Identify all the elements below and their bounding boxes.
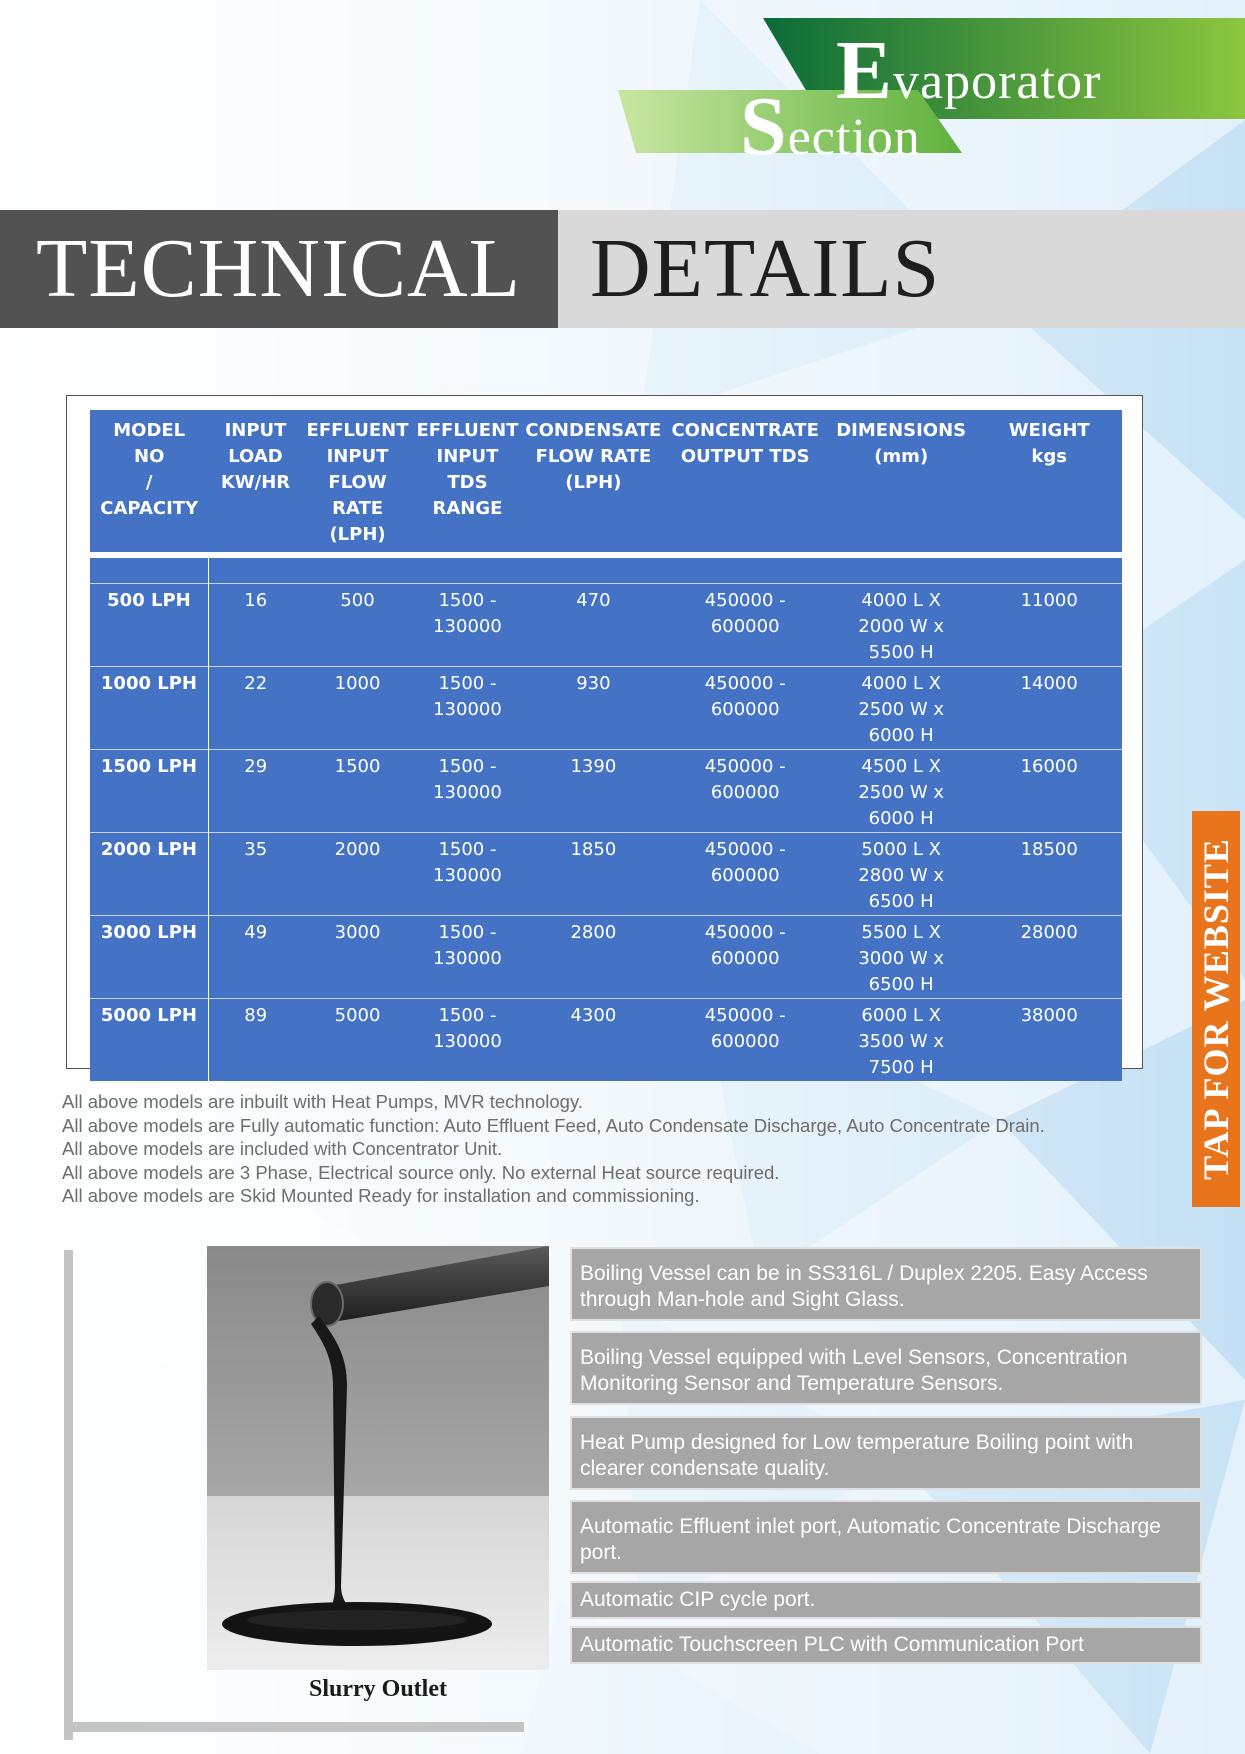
table-cell-weight: 18500 (976, 832, 1122, 915)
table-cell-line: 6500 H (868, 890, 934, 912)
table-cell-line: 600000 (710, 1030, 780, 1052)
column-header-line: KW/HR (220, 472, 291, 493)
column-header (826, 410, 976, 555)
feature-box: Automatic CIP cycle port. (570, 1581, 1202, 1619)
table-cell-line: 600000 (710, 615, 780, 637)
table-cell-line: 130000 (433, 864, 502, 886)
image-caption: Slurry Outlet (309, 1676, 447, 1702)
table-cell-flow: 2000 (303, 832, 413, 915)
table-cell-line: 600000 (710, 947, 780, 969)
evaporator-rest: vaporator (893, 53, 1102, 110)
table-cell-line: 2500 W x (858, 781, 945, 803)
table-row (90, 749, 1122, 832)
table-cell-load: 89 (208, 998, 302, 1081)
feature-box: Boiling Vessel can be in SS316L / Duplex 2205. Easy Access through Man-hole and Sight Glass. (570, 1247, 1202, 1321)
table-cell-dimensions (826, 749, 976, 832)
column-header (664, 410, 826, 555)
table-cell-line: 1500 - (438, 921, 497, 943)
table-cell-line: 6500 H (868, 973, 934, 995)
table-row (90, 666, 1122, 749)
table-header-row (90, 410, 1122, 555)
column-header-line: (LPH) (329, 524, 386, 545)
table-cell-dimensions (826, 998, 976, 1081)
table-cell-line: 1500 - (438, 589, 497, 611)
table-cell-concentrate (664, 998, 826, 1081)
table-cell-tds (413, 998, 523, 1081)
table-cell-line: 2000 W x (858, 615, 945, 637)
table-cell-line: 450000 - (704, 838, 786, 860)
spacer-cell (90, 555, 208, 583)
table-cell-line: 4000 L X (861, 589, 941, 611)
table-cell-line: 130000 (433, 615, 502, 637)
table-cell-concentrate (664, 749, 826, 832)
note-line: All above models are Skid Mounted Ready for installation and commissioning. (62, 1185, 700, 1206)
table-cell-condensate: 2800 (522, 915, 664, 998)
note-line: All above models are inbuilt with Heat Pumps, MVR technology. (62, 1091, 583, 1112)
table-cell-line: 130000 (433, 781, 502, 803)
table-cell-line: 7500 H (868, 1056, 934, 1078)
column-header-line: EFFLUENT (306, 420, 409, 441)
table-cell-dimensions (826, 832, 976, 915)
column-header-line: (mm) (874, 446, 929, 467)
note-line: All above models are included with Concentrator Unit. (62, 1138, 503, 1159)
technical-heading: TECHNICAL (0, 210, 558, 328)
column-header-line: CAPACITY (100, 498, 199, 519)
table-cell-line: 2800 W x (858, 864, 945, 886)
table-cell-line: 6000 H (868, 807, 934, 829)
table-cell-flow: 500 (303, 583, 413, 666)
feature-box: Automatic Touchscreen PLC with Communication Port (570, 1626, 1202, 1664)
table-cell-weight: 11000 (976, 583, 1122, 666)
section-initial: S (740, 80, 788, 173)
table-cell-line: 3000 W x (858, 947, 945, 969)
slurry-outlet-photo (207, 1246, 549, 1670)
image-frame-horizontal (64, 1722, 524, 1732)
table-cell-line: 4000 L X (861, 672, 941, 694)
table-cell-concentrate (664, 583, 826, 666)
column-header-line: INPUT (224, 420, 287, 441)
table-cell-concentrate (664, 666, 826, 749)
column-header-line: RATE (332, 498, 384, 519)
table-cell-concentrate (664, 832, 826, 915)
column-header-line: FLOW RATE (535, 446, 652, 467)
note-line: All above models are 3 Phase, Electrical source only. No external Heat source required. (62, 1161, 780, 1183)
table-cell-model: 500 LPH (90, 583, 208, 666)
table-row (90, 832, 1122, 915)
table-cell-line: 5500 H (868, 641, 934, 663)
table-cell-dimensions (826, 583, 976, 666)
table-cell-line: 130000 (433, 947, 502, 969)
column-header-line: (LPH) (565, 472, 622, 493)
column-header-line: WEIGHT (1008, 420, 1090, 441)
tap-for-website-button[interactable] (1192, 811, 1240, 1207)
table-cell-weight: 16000 (976, 749, 1122, 832)
column-header-line: FLOW (328, 472, 387, 493)
table-cell-model: 1000 LPH (90, 666, 208, 749)
table-cell-tds (413, 915, 523, 998)
note-line: All above models are Fully automatic function: Auto Effluent Feed, Auto Condensate Discharge, Auto Concentrate Drain. (62, 1114, 1045, 1136)
column-header-line: RANGE (432, 498, 503, 519)
table-cell-model: 5000 LPH (90, 998, 208, 1081)
column-header-line: kgs (1031, 446, 1067, 467)
column-header-line: INPUT (436, 446, 499, 467)
column-header-line: TDS (447, 472, 488, 493)
table-cell-concentrate (664, 915, 826, 998)
notes (62, 1090, 1045, 1208)
image-frame-vertical (64, 1250, 73, 1740)
table-cell-line: 1500 - (438, 755, 497, 777)
table-cell-line: 450000 - (704, 921, 786, 943)
table-cell-line: 450000 - (704, 589, 786, 611)
table-cell-weight: 28000 (976, 915, 1122, 998)
table-cell-line: 1500 - (438, 1004, 497, 1026)
column-header-line: / (145, 472, 153, 493)
table-cell-line: 600000 (710, 864, 780, 886)
column-header-line: NO (134, 446, 165, 467)
table-cell-load: 16 (208, 583, 302, 666)
feature-box: Automatic Effluent inlet port, Automatic Concentrate Discharge port. (570, 1500, 1202, 1574)
column-header-line: CONDENSATE (525, 420, 662, 441)
table-cell-line: 130000 (433, 698, 502, 720)
table-cell-condensate: 930 (522, 666, 664, 749)
table-cell-tds (413, 832, 523, 915)
table-spacer-row (90, 555, 1122, 583)
feature-box: Boiling Vessel equipped with Level Sensors, Concentration Monitoring Sensor and Temperature Sensors. (570, 1331, 1202, 1405)
table-cell-tds (413, 666, 523, 749)
column-header-line: EFFLUENT (416, 420, 519, 441)
table-cell-flow: 1500 (303, 749, 413, 832)
table-cell-line: 450000 - (704, 672, 786, 694)
column-header-line: INPUT (326, 446, 389, 467)
table-cell-weight: 38000 (976, 998, 1122, 1081)
column-header (90, 410, 208, 555)
table-cell-dimensions (826, 666, 976, 749)
table-cell-condensate: 470 (522, 583, 664, 666)
table-cell-flow: 1000 (303, 666, 413, 749)
table-cell-weight: 14000 (976, 666, 1122, 749)
table-row (90, 998, 1122, 1081)
table-row (90, 915, 1122, 998)
table-cell-tds (413, 749, 523, 832)
table-cell-line: 4500 L X (861, 755, 941, 777)
table-cell-line: 1500 - (438, 838, 497, 860)
table-cell-model: 3000 LPH (90, 915, 208, 998)
table-cell-flow: 3000 (303, 915, 413, 998)
evaporator-initial: E (836, 24, 894, 117)
details-heading: DETAILS (558, 210, 1245, 328)
table-cell-condensate: 4300 (522, 998, 664, 1081)
table-cell-line: 5000 L X (861, 838, 941, 860)
table-row (90, 583, 1122, 666)
column-header (976, 410, 1122, 555)
spec-table (90, 410, 1122, 1081)
column-header (522, 410, 664, 555)
table-cell-line: 450000 - (704, 755, 786, 777)
table-cell-line: 6000 H (868, 724, 934, 746)
column-header-line: MODEL (113, 420, 186, 441)
column-header-line: DIMENSIONS (836, 420, 967, 441)
table-cell-line: 130000 (433, 1030, 502, 1052)
table-cell-tds (413, 583, 523, 666)
column-header-line: OUTPUT TDS (680, 446, 810, 467)
column-header-line: LOAD (228, 446, 283, 467)
table-cell-line: 450000 - (704, 1004, 786, 1026)
column-header (208, 410, 302, 555)
table-cell-load: 29 (208, 749, 302, 832)
table-cell-line: 2500 W x (858, 698, 945, 720)
table-cell-condensate: 1850 (522, 832, 664, 915)
section-title-text (740, 78, 921, 175)
feature-box: Heat Pump designed for Low temperature Boiling point with clearer condensate quality. (570, 1416, 1202, 1490)
table-cell-load: 22 (208, 666, 302, 749)
column-header (303, 410, 413, 555)
table-cell-line: 600000 (710, 781, 780, 803)
table-cell-line: 1500 - (438, 672, 497, 694)
table-cell-line: 6000 L X (861, 1004, 941, 1026)
table-cell-model: 2000 LPH (90, 832, 208, 915)
table-cell-dimensions (826, 915, 976, 998)
table-cell-condensate: 1390 (522, 749, 664, 832)
column-header (413, 410, 523, 555)
table-cell-model: 1500 LPH (90, 749, 208, 832)
column-header-line: CONCENTRATE (671, 420, 819, 441)
table-cell-load: 35 (208, 832, 302, 915)
section-rest: ection (787, 109, 921, 166)
table-cell-line: 5500 L X (861, 921, 941, 943)
table-cell-line: 3500 W x (858, 1030, 945, 1052)
table-cell-load: 49 (208, 915, 302, 998)
tap-for-website-label: TAP FOR WEBSITE (1196, 838, 1236, 1180)
table-cell-flow: 5000 (303, 998, 413, 1081)
table-cell-line: 600000 (710, 698, 780, 720)
